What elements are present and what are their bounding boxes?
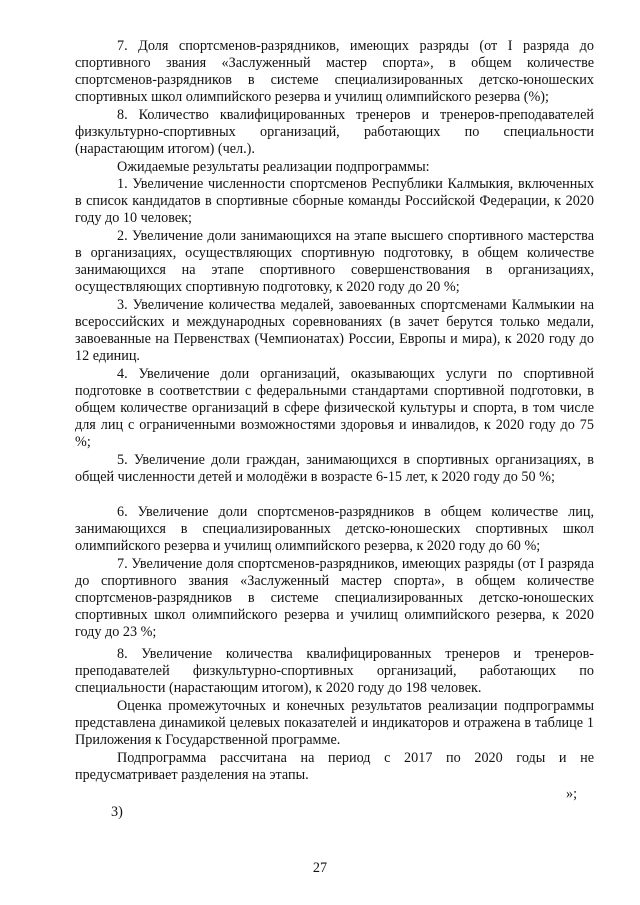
paragraph-result-4: 4. Увеличение доли организаций, оказывающих услуги по спортивной подготовке в соответствии с федеральными стандартами спортивной подготовки, в общем количестве организаций в сфере физической культуры и спорта, в том числе для лиц с ограниченными возможностями здоровья и инвалидов, к 2020 году до 75 %; (75, 366, 594, 451)
paragraph-result-2: 2. Увеличение доли занимающихся на этапе высшего спортивного мастерства в организациях, осуществляющих спортивную подготовку, в общем количестве занимающихся на этапе спортивного совершенствования в организациях, осуществляющих спортивную подготовку, к 2020 году до 20 %; (75, 228, 594, 296)
list-item-label: 3) (111, 804, 123, 820)
paragraph-indicator-8: 8. Количество квалифицированных тренеров и тренеров-преподавателей физкультурно-спортивных организаций, работающих по специальности (нарастающим итогом) (чел.). (75, 107, 594, 158)
paragraph-result-3: 3. Увеличение количества медалей, завоеванных спортсменами Калмыкии на всероссийских и международных соревнованиях (в зачет берутся только медали, завоеванные на Первенствах (Чемпионатах) России, Европы и мира), к 2020 году до 12 единиц. (75, 297, 594, 365)
paragraph-expected-results-heading: Ожидаемые результаты реализации подпрограммы: (117, 159, 430, 175)
paragraph-result-7: 7. Увеличение доля спортсменов-разрядников, имеющих разряды (от I разряда до спортивного звания «Заслуженный мастер спорта», в общем количестве спортсменов-разрядников в системе специализированных детско-юношеских спортивных школ олимпийского резерва и училищ олимпийского резерва, к 2020 году до 23 %; (75, 556, 594, 641)
paragraph-evaluation: Оценка промежуточных и конечных результатов реализации подпрограммы представлена динамикой целевых показателей и индикаторов и отражена в таблице 1 Приложения к Государственной программе. (75, 698, 594, 749)
page-number: 27 (312, 860, 328, 876)
paragraph-result-1: 1. Увеличение численности спортсменов Республики Калмыкия, включенных в список кандидатов в спортивные сборные команды Российской Федерации, к 2020 году до 10 человек; (75, 176, 594, 227)
paragraph-indicator-7: 7. Доля спортсменов-разрядников, имеющих разряды (от I разряда до спортивного звания «Заслуженный мастер спорта», в общем количестве спортсменов-разрядников в системе специализированных детско-юношеских спортивных школ олимпийского резерва и училищ олимпийского резерва (%); (75, 38, 594, 106)
closing-quote-mark: »; (566, 786, 578, 802)
paragraph-result-5: 5. Увеличение доли граждан, занимающихся в спортивных организациях, в общей численности детей и молодёжи в возрасте 6-15 лет, к 2020 году до 50 %; (75, 452, 594, 486)
paragraph-period: Подпрограмма рассчитана на период с 2017 по 2020 годы и не предусматривает разделения на этапы. (75, 750, 594, 784)
paragraph-result-8: 8. Увеличение количества квалифицированных тренеров и тренеров-преподавателей физкультурно-спортивных организаций, работающих по специальности (нарастающим итогом), к 2020 году до 198 человек. (75, 646, 594, 697)
paragraph-result-6: 6. Увеличение доли спортсменов-разрядников в общем количестве лиц, занимающихся в специализированных детско-юношеских спортивных школ олимпийского резерва и училищ олимпийского резерва, к 2020 году до 60 %; (75, 504, 594, 555)
